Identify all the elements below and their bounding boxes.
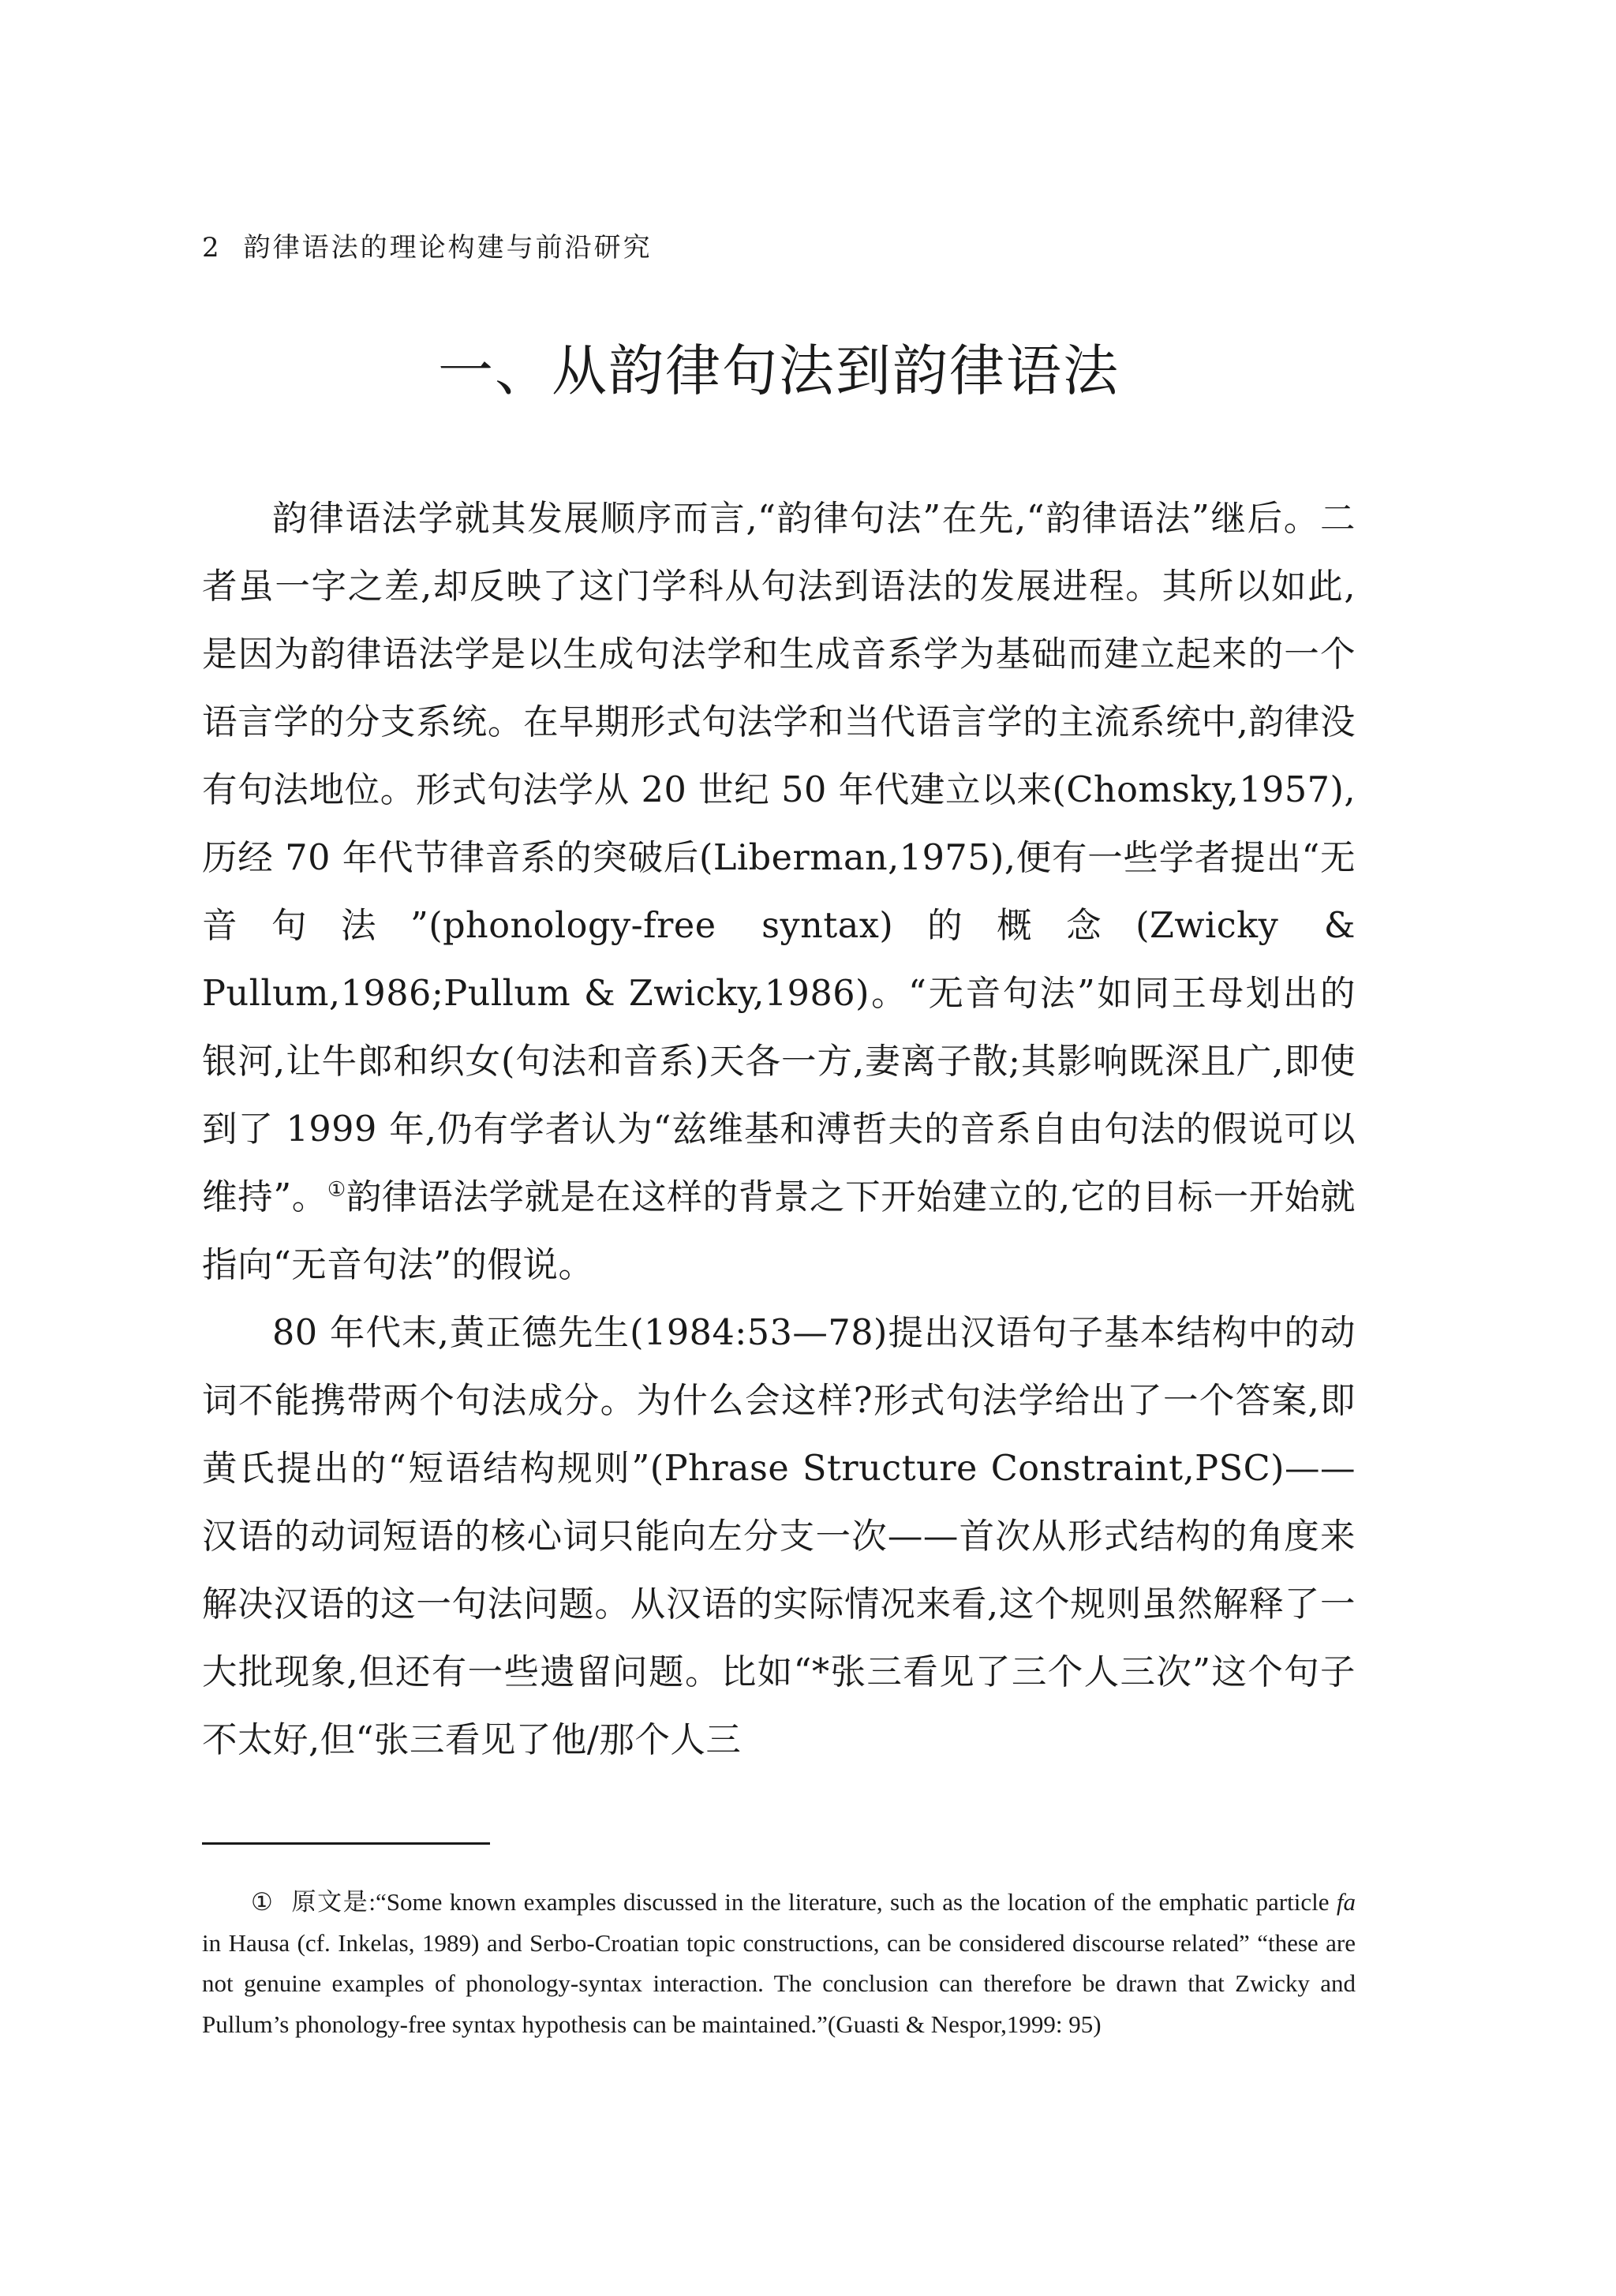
footnote-divider [202,1842,490,1845]
running-head [202,229,653,267]
paragraph-2: 80 年代末,黄正德先生(1984:53—78)提出汉语句子基本结构中的动词不能携带两个句法成分。为什么会这样?形式句法学给出了一个答案,即黄氏提出的“短语结构规则”(Phrase Structure Constraint,PSC)——汉语的动词短语的核心词只能向左分支一次——首次从形式结构的角度来解决汉语的这一句法问题。从汉语的实际情况来看,这个规则虽然解释了一大批现象,但还有一些遗留问题。比如“*张三看见了三个人三次”这个句子不太好,但“张三看见了他/那个人三 [202,1313,1356,1760]
paragraph-1 [202,485,1356,1299]
footnote-text-a: “Some known examples discussed in the literature, such as the location of the emphatic particle [376,1888,1337,1916]
paragraph-1-text-b: 韵律语法学就是在这样的背景之下开始建立的,它的目标一开始就指向“无音句法”的假说。 [202,1177,1356,1285]
footnote-label: 原文是: [291,1888,376,1916]
body-text [202,485,1356,1774]
footnote-marker: ① [251,1888,275,1916]
footnote-reference[interactable]: ① [327,1178,346,1202]
page-number: 2 [202,232,222,264]
book-title: 韵律语法的理论构建与前沿研究 [243,232,653,264]
footnote-italic-word: fa [1336,1888,1356,1916]
section-title: 一、从韵律句法到韵律语法 [438,338,1120,403]
footnote-text-b: in Hausa (cf. Inkelas, 1989) and Serbo-Croatian topic constructions, can be considered discourse related” “these are not genuine examples of phonology-syntax interaction. The conclusion can therefore be drawn that Zwicky and Pullum’s phonology-free syntax hypothesis can be maintained.”(Guasti & Nespor,1999: 95) [202,1928,1356,2038]
paragraph-1-text-a: 韵律语法学就其发展顺序而言,“韵律句法”在先,“韵律语法”继后。二者虽一字之差,却反映了这门学科从句法到语法的发展进程。其所以如此,是因为韵律语法学是以生成句法学和生成音系学为基础而建立起来的一个语言学的分支系统。在早期形式句法学和当代语言学的主流系统中,韵律没有句法地位。形式句法学从 20 世纪 50 年代建立以来(Chomsky,1957),历经 70 年代节律音系的突破后(Liberman,1975),便有一些学者提出“无音句法”(phonology-free syntax)的概念(Zwicky & Pullum,1986;Pullum & Zwicky,1986)。“无音句法”如同王母划出的银河,让牛郎和织女(句法和音系)天各一方,妻离子散;其影响既深且广,即使到了 1999 年,仍有学者认为“兹维基和溥哲夫的音系自由句法的假说可以维持”。 [202,499,1356,1217]
footnote [202,1882,1356,2044]
